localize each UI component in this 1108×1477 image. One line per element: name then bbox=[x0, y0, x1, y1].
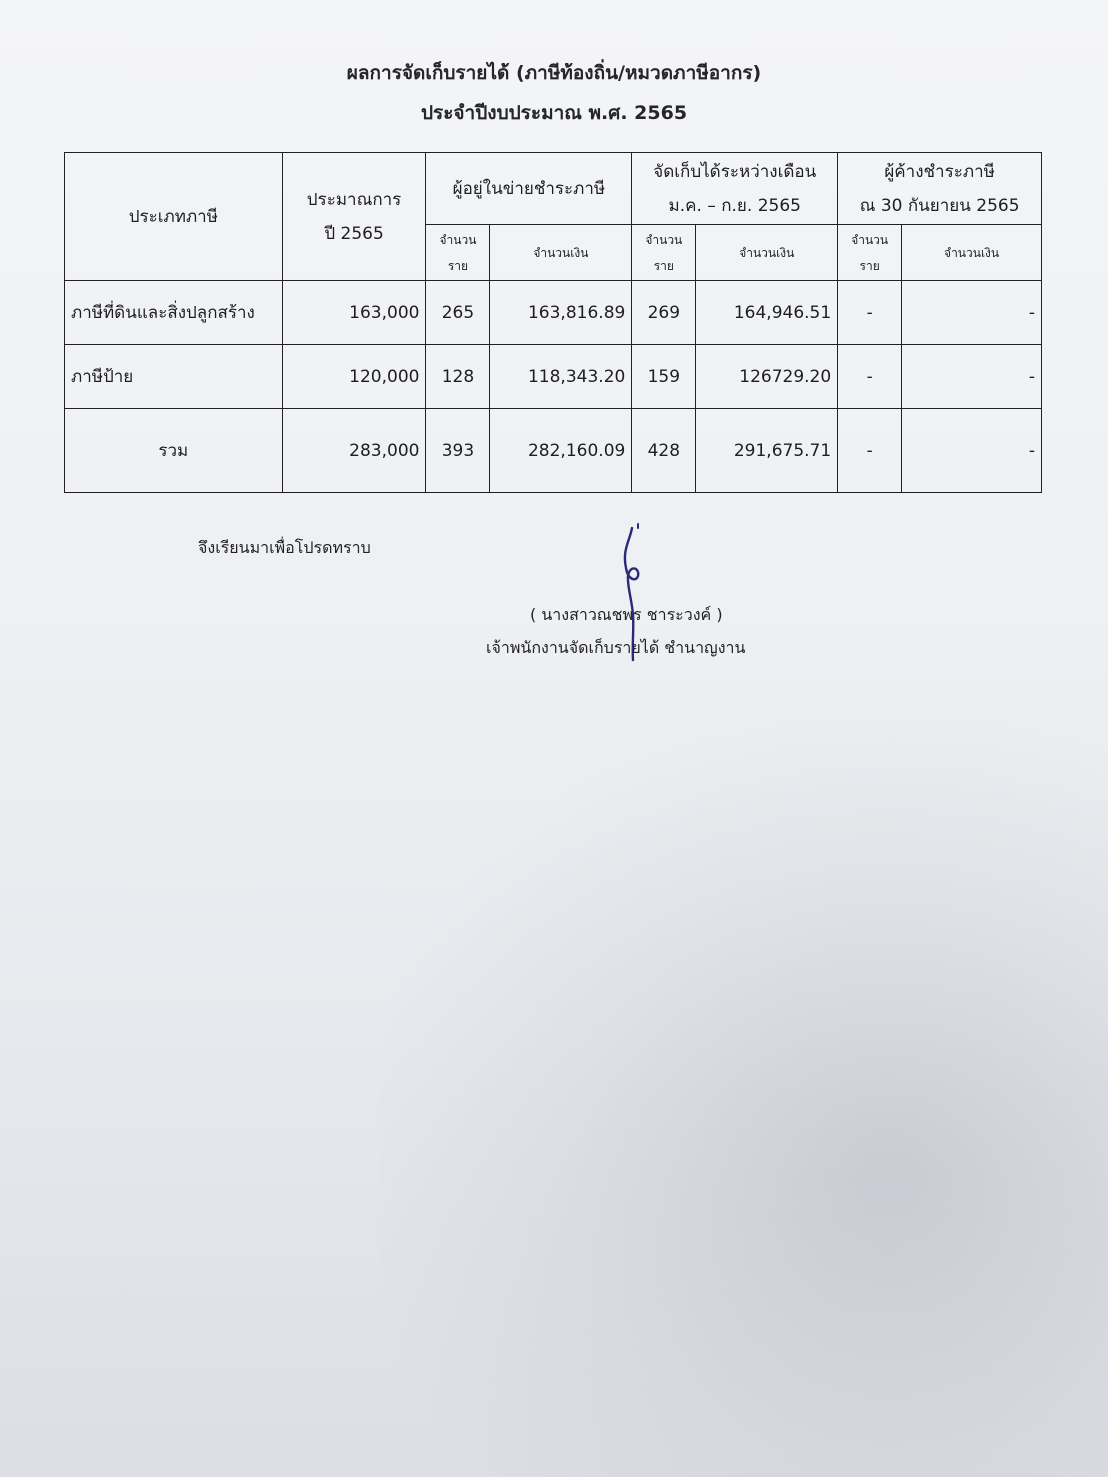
header-network-amount: จำนวนเงิน bbox=[490, 225, 632, 281]
row-collected-count: 269 bbox=[632, 281, 696, 345]
row-collected-amount: 126729.20 bbox=[696, 345, 838, 409]
header-estimate-line2: ปี 2565 bbox=[324, 223, 384, 244]
signer-name: ( นางสาวณชพร ชาระวงค์ ) bbox=[530, 605, 723, 624]
table-row bbox=[65, 281, 1042, 345]
table-row bbox=[65, 345, 1042, 409]
total-collected-amount: 291,675.71 bbox=[696, 409, 838, 493]
row-network-amount: 118,343.20 bbox=[490, 345, 632, 409]
signer-title: เจ้าพนักงานจัดเก็บรายได้ ชำนาญงาน bbox=[486, 638, 746, 657]
row-network-amount: 163,816.89 bbox=[490, 281, 632, 345]
shadow-overlay bbox=[380, 720, 1108, 1477]
row-outstanding-count: - bbox=[838, 345, 902, 409]
header-collected-count bbox=[632, 225, 696, 281]
header-outstanding-amount: จำนวนเงิน bbox=[902, 225, 1042, 281]
row-collected-count: 159 bbox=[632, 345, 696, 409]
total-label: รวม bbox=[65, 409, 283, 493]
closing-text: จึงเรียนมาเพื่อโปรดทราบ bbox=[198, 538, 371, 557]
total-outstanding-amount: - bbox=[902, 409, 1042, 493]
count-label-line1: จำนวน bbox=[851, 232, 889, 247]
header-network-count bbox=[426, 225, 490, 281]
total-outstanding-count: - bbox=[838, 409, 902, 493]
header-collected-line1: จัดเก็บได้ระหว่างเดือน bbox=[653, 161, 817, 182]
header-collected-amount: จำนวนเงิน bbox=[696, 225, 838, 281]
total-estimate: 283,000 bbox=[282, 409, 426, 493]
row-estimate: 120,000 bbox=[282, 345, 426, 409]
row-outstanding-count: - bbox=[838, 281, 902, 345]
document-subtitle: ประจำปีงบประมาณ พ.ศ. 2565 bbox=[420, 102, 688, 124]
row-collected-amount: 164,946.51 bbox=[696, 281, 838, 345]
header-collected bbox=[632, 153, 838, 225]
row-network-count: 265 bbox=[426, 281, 490, 345]
header-estimate-line1: ประมาณการ bbox=[306, 189, 402, 210]
count-label-line2: ราย bbox=[653, 258, 674, 273]
row-estimate: 163,000 bbox=[282, 281, 426, 345]
row-outstanding-amount: - bbox=[902, 345, 1042, 409]
header-outstanding-count bbox=[838, 225, 902, 281]
count-label-line2: ราย bbox=[447, 258, 469, 273]
row-tax-type: ภาษีป้าย bbox=[65, 345, 283, 409]
header-outstanding bbox=[838, 153, 1042, 225]
header-collected-line2: ม.ค. – ก.ย. 2565 bbox=[668, 195, 801, 216]
count-label-line2: ราย bbox=[859, 258, 880, 273]
row-tax-type: ภาษีที่ดินและสิ่งปลูกสร้าง bbox=[65, 281, 283, 345]
count-label-line1: จำนวน bbox=[645, 232, 683, 247]
total-row bbox=[65, 409, 1042, 493]
header-row-1 bbox=[65, 153, 1042, 225]
total-collected-count: 428 bbox=[632, 409, 696, 493]
revenue-table bbox=[64, 152, 1042, 493]
header-outstanding-line1: ผู้ค้างชำระภาษี bbox=[884, 161, 995, 182]
row-network-count: 128 bbox=[426, 345, 490, 409]
total-network-count: 393 bbox=[426, 409, 490, 493]
row-outstanding-amount: - bbox=[902, 281, 1042, 345]
total-network-amount: 282,160.09 bbox=[490, 409, 632, 493]
header-tax-type: ประเภทภาษี bbox=[65, 153, 283, 281]
header-estimate bbox=[282, 153, 426, 281]
header-in-network: ผู้อยู่ในข่ายชำระภาษี bbox=[426, 153, 632, 225]
header-outstanding-line2: ณ 30 กันยายน 2565 bbox=[859, 195, 1020, 216]
count-label-line1: จำนวน bbox=[439, 232, 477, 247]
document-title: ผลการจัดเก็บรายได้ (ภาษีท้องถิ่น/หมวดภาษีอากร) bbox=[346, 62, 762, 84]
